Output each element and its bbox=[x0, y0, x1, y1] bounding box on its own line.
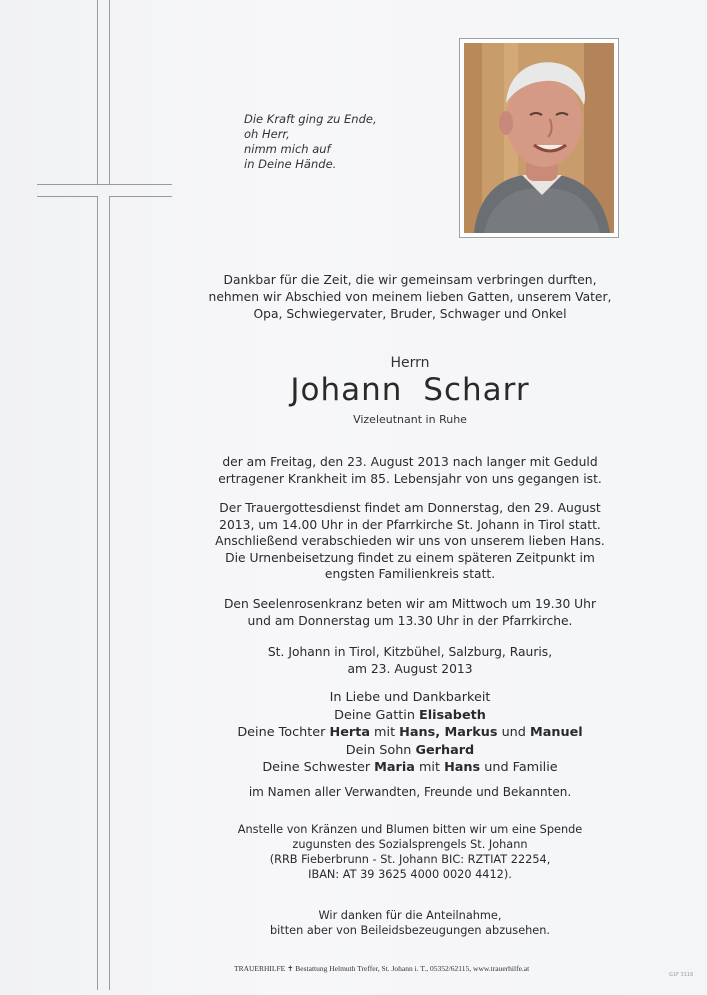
family-son: Dein Sohn Gerhard bbox=[345, 742, 475, 758]
rosary-line: Den Seelenrosenkranz beten wir am Mittwoch um 19.30 Uhr bbox=[223, 597, 597, 611]
son-name: Gerhard bbox=[415, 742, 475, 758]
death-notice-line: der am Freitag, den 23. August 2013 nach langer mit Geduld bbox=[222, 455, 598, 469]
daughter-name: Herta bbox=[329, 725, 370, 740]
death-notice-line: ertragener Krankheit im 85. Lebensjahr von uns gegangen ist. bbox=[218, 471, 602, 486]
portrait-frame bbox=[459, 38, 619, 238]
grandsons-names: Hans, Markus bbox=[399, 725, 498, 740]
family-opening: In Liebe und Dankbarkeit bbox=[329, 690, 491, 705]
family-wife: Deine Gattin Elisabeth bbox=[334, 707, 486, 723]
deceased-rank: Vizeleutnant in Ruhe bbox=[353, 413, 467, 426]
verse-line: Die Kraft ging zu Ende, bbox=[244, 112, 377, 126]
portrait-illustration bbox=[464, 43, 614, 233]
verse-line: nimm mich auf bbox=[244, 142, 331, 156]
funeral-line: Anschließend verabschieden wir uns von unserem lieben Hans. bbox=[215, 534, 605, 548]
donation-line: (RRB Fieberbrunn - St. Johann BIC: RZTIAT 22254, bbox=[269, 853, 551, 866]
place-line: St. Johann in Tirol, Kitzbühel, Salzburg, Rauris, bbox=[267, 645, 553, 659]
family-daughter: Deine Tochter Herta mit Hans, Markus und Manuel bbox=[237, 725, 583, 740]
rosary-info bbox=[110, 596, 707, 629]
intro-line: Opa, Schwiegervater, Bruder, Schwager und Onkel bbox=[253, 307, 567, 321]
donation-line: Anstelle von Kränzen und Blumen bitten wir um eine Spende bbox=[237, 823, 583, 836]
funeral-info bbox=[110, 500, 707, 583]
sister-partner-name: Hans bbox=[444, 760, 481, 775]
place-date bbox=[110, 644, 707, 677]
funeral-line: 2013, um 14.00 Uhr in der Pfarrkirche St. Johann in Tirol statt. bbox=[219, 517, 601, 532]
date-line: am 23. August 2013 bbox=[347, 661, 473, 676]
death-notice bbox=[110, 454, 707, 487]
family-sister: Deine Schwester Maria mit Hans und Familie bbox=[262, 760, 558, 775]
footer-imprint: TRAUERHILFE ✝ Bestattung Helmuth Treffer, St. Johann i. T., 05352/62115, www.trauerhilfe.at bbox=[234, 964, 530, 973]
donation-request bbox=[110, 822, 707, 882]
verse-line: in Deine Hände. bbox=[244, 157, 337, 171]
grandson-name: Manuel bbox=[530, 725, 583, 740]
rosary-line: und am Donnerstag um 13.30 Uhr in der Pfarrkirche. bbox=[247, 613, 573, 628]
intro-line: nehmen wir Abschied von meinem lieben Gatten, unserem Vater, bbox=[208, 290, 612, 304]
thanks-note bbox=[110, 908, 707, 938]
funeral-line: Der Trauergottesdienst findet am Donnerstag, den 29. August bbox=[219, 501, 601, 515]
intro-text bbox=[110, 272, 707, 323]
thanks-line: Wir danken für die Anteilnahme, bbox=[318, 909, 502, 922]
donation-line: IBAN: AT 39 3625 4000 0020 4412). bbox=[308, 868, 512, 881]
wife-name: Elisabeth bbox=[419, 707, 486, 723]
thanks-line: bitten aber von Beileidsbezeugungen abzusehen. bbox=[269, 924, 551, 937]
funeral-line: Die Urnenbeisetzung findet zu einem späteren Zeitpunkt im bbox=[225, 550, 595, 565]
salutation: Herrn bbox=[390, 355, 430, 371]
verse-line: oh Herr, bbox=[244, 127, 290, 141]
funeral-line: engsten Familienkreis statt. bbox=[324, 567, 496, 581]
family-list bbox=[110, 689, 707, 777]
sister-name: Maria bbox=[374, 760, 415, 775]
deceased-name: Johann Scharr bbox=[290, 372, 530, 408]
verse bbox=[244, 112, 424, 172]
relatives-line: im Namen aller Verwandten, Freunde und Bekannten. bbox=[248, 785, 572, 799]
donation-line: zugunsten des Sozialsprengels St. Johann bbox=[292, 838, 528, 851]
intro-line: Dankbar für die Zeit, die wir gemeinsam verbringen durften, bbox=[223, 273, 597, 287]
portrait-photo bbox=[464, 43, 614, 233]
print-code: G1F 3116 bbox=[669, 972, 694, 978]
